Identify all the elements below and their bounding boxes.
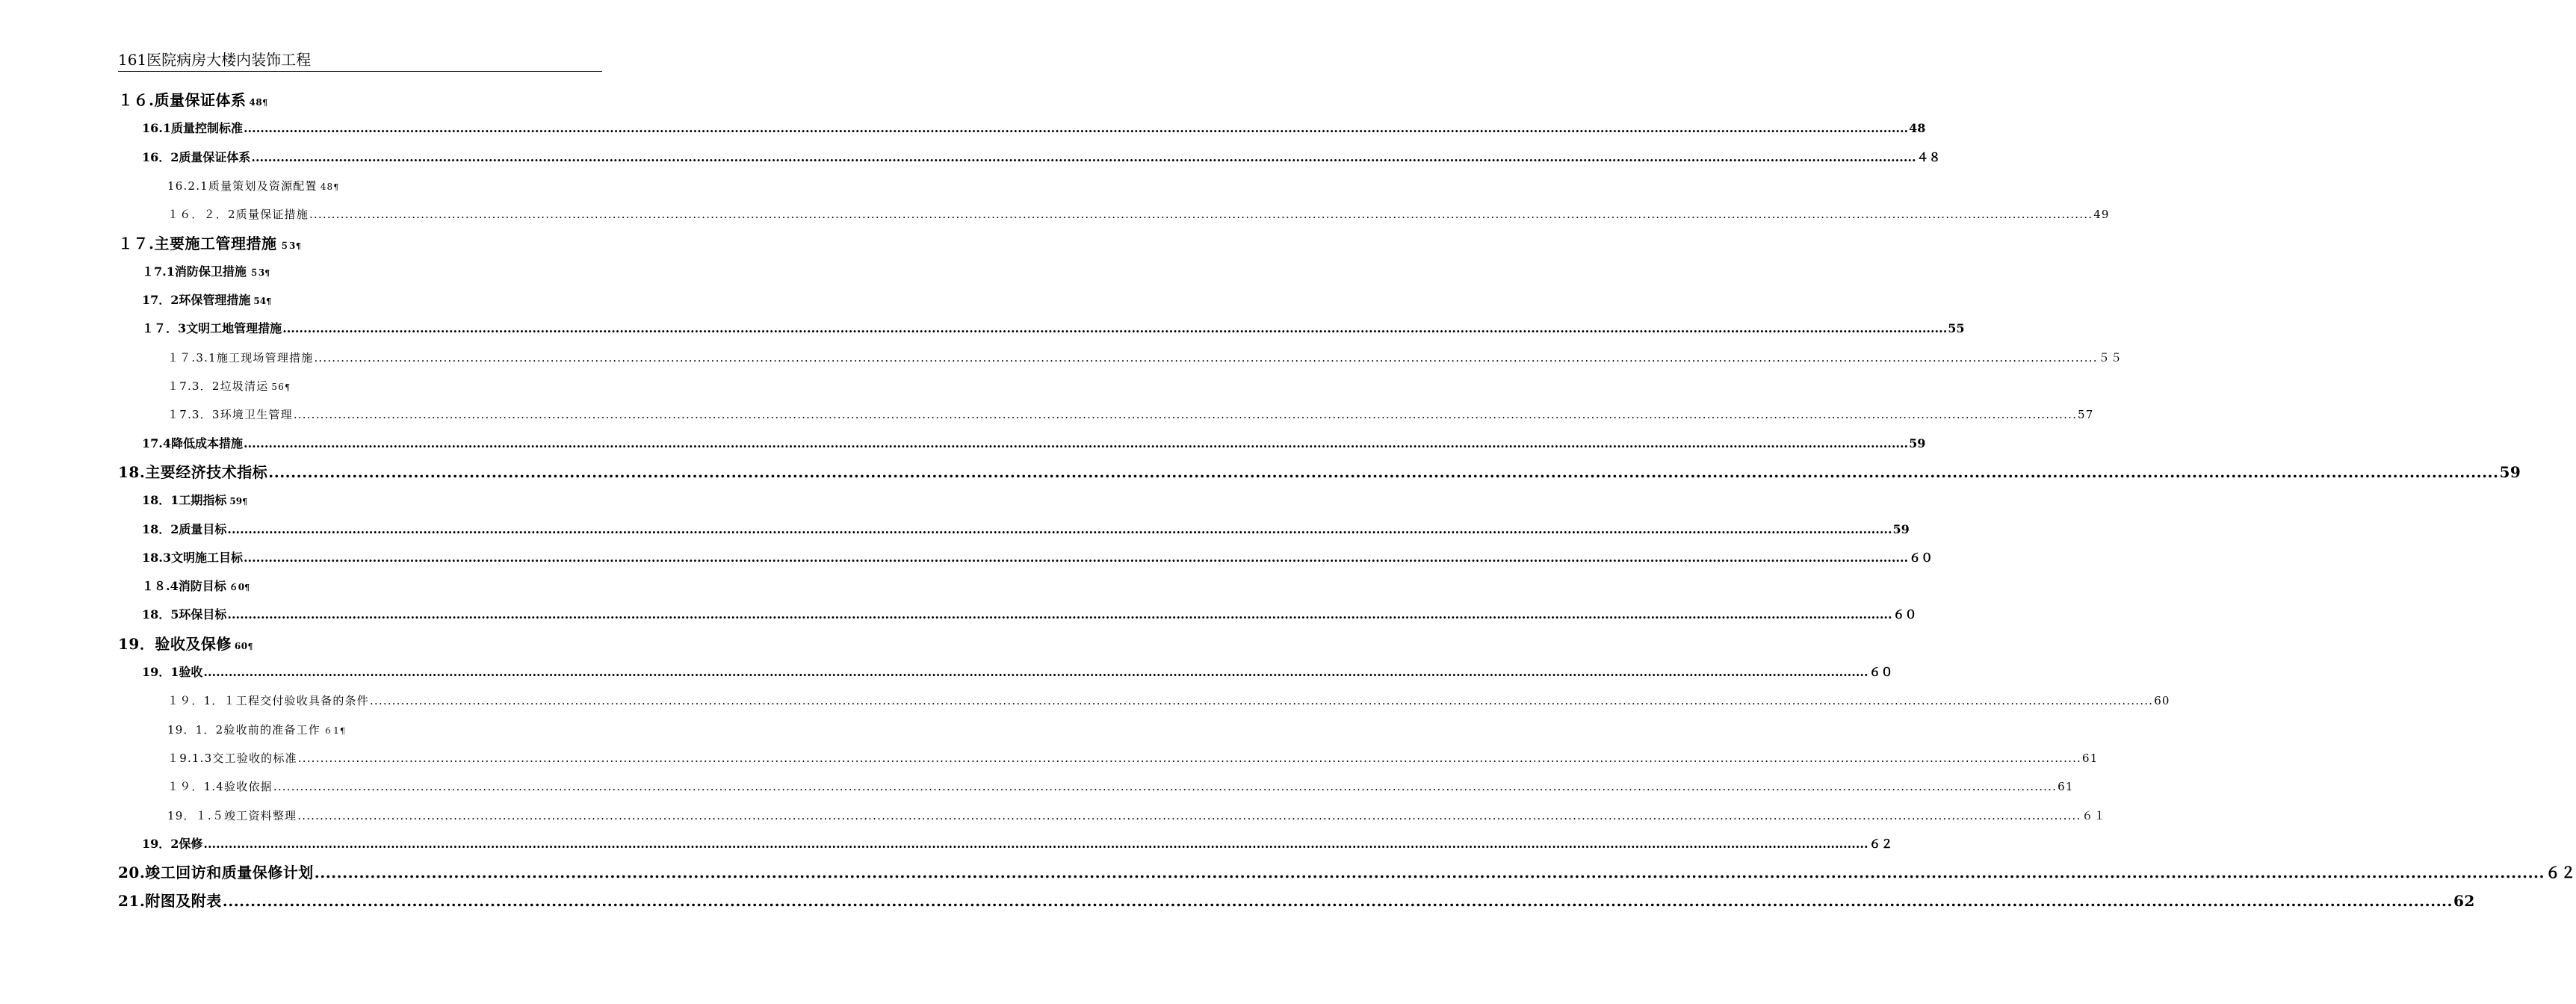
toc-entry[interactable] bbox=[167, 347, 2123, 369]
toc-entry-title: 18．5环保目标 bbox=[142, 607, 227, 622]
toc-entry[interactable] bbox=[142, 518, 1910, 541]
paragraph-mark-icon: ¶ bbox=[340, 725, 347, 736]
toc-entry-title: １６．２．2质量保证措施 bbox=[167, 208, 309, 222]
toc-entry-title: 19．1验收 bbox=[142, 665, 203, 679]
toc-entry-page: 56 bbox=[271, 382, 285, 392]
header-title: 161医院病房大楼内装饰工程 bbox=[118, 51, 312, 69]
paragraph-mark-icon: ¶ bbox=[295, 241, 302, 251]
toc-entry-title: １9.1.3交工验收的标准 bbox=[167, 751, 297, 765]
toc-entry-title: 18.3文明施工目标 bbox=[142, 550, 243, 565]
toc-entry[interactable] bbox=[142, 146, 1941, 169]
toc-entry[interactable] bbox=[118, 861, 2576, 884]
paragraph-mark-icon: ¶ bbox=[242, 497, 248, 507]
toc-entry[interactable] bbox=[142, 433, 1926, 455]
dot-leader: ................................................................................................................................................................................................................................................................................................................................................................................................................ bbox=[243, 121, 1909, 136]
dot-leader: ................................................................................................................................................................................................................................................................................................................................................................................................................ bbox=[227, 607, 1892, 622]
toc-entry-title: １９．1．１工程交付验收具备的条件 bbox=[167, 694, 369, 708]
toc-entry-page: ６０ bbox=[1868, 665, 1893, 679]
dot-leader: ................................................................................................................................................................................................................................................................................................................................................................................................................ bbox=[243, 550, 1909, 565]
toc-entry-title: 16．2质量保证体系 bbox=[142, 149, 251, 164]
toc-entry[interactable] bbox=[142, 575, 602, 598]
toc-entry-page: ６０ bbox=[1892, 607, 1917, 622]
paragraph-mark-icon: ¶ bbox=[266, 297, 272, 307]
toc-entry-title: 19．验收及保修 bbox=[118, 634, 232, 653]
toc-entry-title: 16.1质量控制标准 bbox=[142, 121, 243, 136]
toc-entry[interactable] bbox=[167, 175, 602, 197]
toc-entry-page: 60 bbox=[2154, 694, 2170, 708]
toc-entry-title: １7.3．3环境卫生管理 bbox=[167, 408, 293, 422]
dot-leader: ................................................................................................................................................................................................................................................................................................................................................................................................................ bbox=[314, 350, 2098, 365]
toc-entry[interactable] bbox=[142, 489, 602, 512]
toc-entry-page: 59 bbox=[1892, 521, 1910, 536]
toc-entry-title: 18.主要经济技术指标 bbox=[118, 462, 268, 481]
dot-leader: ................................................................................................................................................................................................................................................................................................................................................................................................................ bbox=[297, 751, 2082, 765]
paragraph-mark-icon: ¶ bbox=[285, 382, 291, 392]
toc-entry[interactable] bbox=[167, 747, 2099, 769]
toc-entry-page: ５５ bbox=[2098, 350, 2123, 365]
toc-entry-title: １６.质量保证体系 bbox=[118, 91, 247, 109]
dot-leader: ................................................................................................................................................................................................................................................................................................................................................................................................................ bbox=[293, 408, 2078, 422]
toc-entry-page: ６0 bbox=[229, 582, 245, 593]
dot-leader: ................................................................................................................................................................................................................................................................................................................................................................................................................ bbox=[227, 521, 1892, 536]
toc-entry-title: 18．1工期指标 bbox=[142, 493, 227, 508]
toc-entry[interactable] bbox=[142, 604, 1917, 626]
dot-leader: ................................................................................................................................................................................................................................................................................................................................................................................................................ bbox=[297, 808, 2081, 822]
toc-entry-page: ５3 bbox=[279, 240, 296, 251]
toc-entry-title: 17.4降低成本措施 bbox=[142, 436, 243, 450]
dot-leader: ................................................................................................................................................................................................................................................................................................................................................................................................................ bbox=[314, 864, 2545, 882]
toc-entry[interactable] bbox=[167, 805, 2106, 827]
dot-leader: ................................................................................................................................................................................................................................................................................................................................................................................................................ bbox=[282, 321, 1948, 336]
toc-entry-page: ６２ bbox=[2545, 864, 2576, 882]
toc-entry[interactable] bbox=[118, 633, 602, 655]
paragraph-mark-icon: ¶ bbox=[262, 98, 268, 108]
toc-entry-title: 21.附图及附表 bbox=[118, 892, 222, 911]
toc-entry[interactable] bbox=[167, 775, 2074, 798]
dot-leader: ................................................................................................................................................................................................................................................................................................................................................................................................................ bbox=[273, 780, 2058, 794]
toc-entry-title: １７.主要施工管理措施 bbox=[118, 234, 277, 252]
toc-entry[interactable] bbox=[142, 289, 602, 312]
toc-entry[interactable] bbox=[118, 89, 602, 111]
page-header bbox=[118, 49, 602, 72]
toc-entry-page: ４８ bbox=[1916, 149, 1941, 164]
toc-entry[interactable] bbox=[167, 403, 2094, 426]
toc-entry-page: 49 bbox=[2093, 208, 2110, 222]
toc-entry[interactable] bbox=[142, 661, 1893, 684]
dot-leader: ................................................................................................................................................................................................................................................................................................................................................................................................................ bbox=[243, 436, 1909, 450]
toc-entry-title: １９．1.4验收依据 bbox=[167, 780, 273, 794]
dot-leader: ................................................................................................................................................................................................................................................................................................................................................................................................................ bbox=[309, 208, 2093, 222]
dot-leader: ................................................................................................................................................................................................................................................................................................................................................................................................................ bbox=[268, 462, 2499, 481]
dot-leader: ................................................................................................................................................................................................................................................................................................................................................................................................................ bbox=[203, 665, 1868, 679]
toc-entry-page: ５3 bbox=[249, 267, 265, 278]
toc-entry[interactable] bbox=[142, 261, 602, 283]
toc-entry-page: 59 bbox=[1909, 436, 1926, 450]
toc-entry[interactable] bbox=[142, 833, 1893, 855]
toc-entry-title: 18．2质量目标 bbox=[142, 521, 227, 536]
toc-entry-title: １８.4消防目标 bbox=[142, 579, 226, 594]
toc-entry-page: 48 bbox=[249, 97, 263, 108]
toc-entry-page: 61 bbox=[2082, 751, 2099, 765]
toc-entry-page: ６２ bbox=[1868, 836, 1893, 851]
toc-entry-page: 48 bbox=[1909, 121, 1926, 136]
toc-entry[interactable] bbox=[167, 690, 2170, 712]
toc-entry[interactable] bbox=[167, 375, 602, 397]
dot-leader: ................................................................................................................................................................................................................................................................................................................................................................................................................ bbox=[203, 836, 1868, 851]
toc-entry-page: 60 bbox=[234, 640, 248, 651]
toc-entry-title: 19．2保修 bbox=[142, 836, 203, 851]
toc-entry-page: 55 bbox=[1948, 321, 1965, 336]
toc-entry-page: 57 bbox=[2078, 408, 2094, 422]
toc-entry[interactable] bbox=[142, 117, 1926, 140]
toc-entry-page: ６０ bbox=[1909, 550, 1933, 565]
dot-leader: ................................................................................................................................................................................................................................................................................................................................................................................................................ bbox=[369, 694, 2154, 708]
dot-leader: ................................................................................................................................................................................................................................................................................................................................................................................................................ bbox=[251, 149, 1916, 164]
toc-entry-page: 62 bbox=[2453, 892, 2475, 911]
toc-entry-title: １７．3文明工地管理措施 bbox=[142, 321, 282, 336]
toc-entry[interactable] bbox=[142, 317, 1965, 340]
toc-entry[interactable] bbox=[142, 547, 1933, 569]
toc-entry-title: 20.竣工回访和质量保修计划 bbox=[118, 864, 314, 882]
toc-entry-page: ６1 bbox=[323, 725, 341, 736]
paragraph-mark-icon: ¶ bbox=[247, 641, 254, 651]
toc-entry-page: 59 bbox=[2499, 462, 2521, 481]
toc-entry-title: １7.3．2垃圾清运 bbox=[167, 379, 269, 393]
toc-entry[interactable] bbox=[118, 890, 2475, 912]
toc-entry-title: 17．2环保管理措施 bbox=[142, 293, 251, 308]
paragraph-mark-icon: ¶ bbox=[244, 583, 250, 593]
toc-entry-title: １7.1消防保卫措施 bbox=[142, 264, 247, 279]
toc-entry-title: 19．1．2验收前的准备工作 bbox=[167, 722, 321, 737]
toc-entry-title: 19．１.５竣工资料整理 bbox=[167, 808, 297, 822]
dot-leader: ................................................................................................................................................................................................................................................................................................................................................................................................................ bbox=[222, 892, 2453, 911]
toc-entry[interactable] bbox=[118, 232, 602, 255]
paragraph-mark-icon: ¶ bbox=[264, 267, 270, 278]
toc-entry-page: 54 bbox=[253, 296, 267, 307]
toc-entry-title: 16.2.1质量策划及资源配置 bbox=[167, 179, 318, 193]
toc-entry-title: １７.3.1施工现场管理措施 bbox=[167, 350, 314, 365]
toc-entry-page: 61 bbox=[2058, 780, 2074, 794]
toc-entry[interactable] bbox=[167, 719, 602, 741]
paragraph-mark-icon: ¶ bbox=[333, 182, 340, 192]
toc-entry[interactable] bbox=[167, 203, 2110, 226]
toc-entry-page: 48 bbox=[320, 181, 334, 192]
toc-entry-page: ６１ bbox=[2081, 808, 2106, 822]
toc-entry[interactable] bbox=[118, 461, 2521, 483]
toc-entry-page: 59 bbox=[229, 496, 243, 507]
